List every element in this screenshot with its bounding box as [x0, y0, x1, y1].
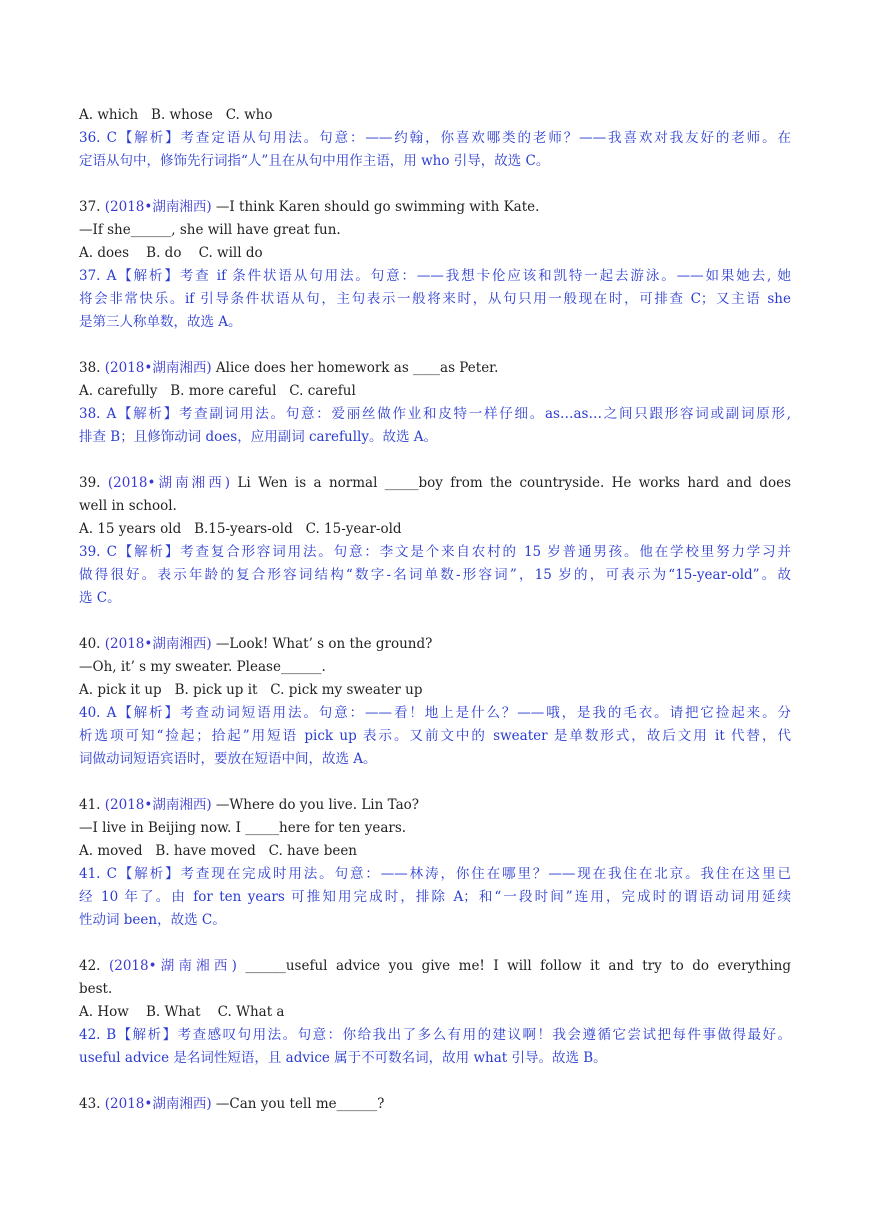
question-source: (2018•湖南湘西): [108, 958, 237, 974]
document-page: [79, 104, 791, 1116]
text-line: A. 15 years old B.15-years-old C. 15-year-old: [79, 521, 402, 537]
text-line: —Oh, it’ s my sweater. Please______.: [79, 659, 326, 675]
text-line: —If she______, she will have great fun.: [79, 222, 341, 238]
answer-explanation-line: 42. B【解析】考查感叹句用法。句意：你给我出了多么有用的建议啊！我会遵循它尝试把每件事做得最好。: [79, 1027, 791, 1043]
answer-explanation-line: 将会非常快乐。if 引导条件状语从句，主句表示一般将来时，从句只用一般现在时，可排查 C；又主语 she: [79, 291, 791, 307]
question-stem: —Where do you live. Lin Tao?: [211, 797, 419, 813]
question-source: (2018•湖南湘西): [104, 636, 212, 652]
question-line: [79, 794, 791, 817]
question-source: (2018•湖南湘西): [104, 360, 212, 376]
question-source: (2018•湖南湘西): [107, 475, 231, 491]
answer-explanation-line: 排查 B；且修饰动词 does，应用副词 carefully。故选 A。: [79, 429, 438, 445]
blank-line: [79, 932, 791, 955]
question-source: (2018•湖南湘西): [104, 1096, 212, 1112]
answer-explanation-line: 性动词 been，故选 C。: [79, 912, 226, 928]
answer-explanation-line: 做得很好。表示年龄的复合形容词结构“数字-名词单数-形容词”，15 岁的，可表示为“15-year-old”。故: [79, 567, 791, 583]
answer-explanation-line: 40. A【解析】考查动词短语用法。句意：——看！地上是什么？——哦，是我的毛衣。请把它捡起来。分: [79, 705, 791, 721]
answer-explanation-line: 41. C【解析】考查现在完成时用法。句意：——林涛，你住在哪里？——现在我住在北京。我住在这里已: [79, 866, 791, 882]
question-number: 43.: [79, 1096, 105, 1112]
text-line: well in school.: [79, 498, 177, 514]
question-line: [79, 633, 791, 656]
question-line: [79, 955, 791, 978]
text-line: best.: [79, 981, 113, 997]
text-line: —I live in Beijing now. I _____here for ten years.: [79, 820, 407, 836]
question-number: 37.: [79, 199, 105, 215]
answer-explanation-line: 定语从句中，修饰先行词指“人”且在从句中用作主语，用 who 引导，故选 C。: [79, 153, 550, 169]
answer-explanation-line: 析选项可知“捡起；拾起”用短语 pick up 表示。又前文中的 sweater 是单数形式，故后文用 it 代替，代: [79, 728, 791, 744]
blank-line: [79, 1070, 791, 1093]
question-line: [79, 472, 791, 495]
question-stem: —Can you tell me______?: [211, 1096, 385, 1112]
blank-line: [79, 771, 791, 794]
question-stem: —I think Karen should go swimming with Kate.: [211, 199, 540, 215]
answer-explanation-line: 选 C。: [79, 590, 121, 606]
question-stem: —Look! What’ s on the ground?: [211, 636, 433, 652]
question-number: 41.: [79, 797, 105, 813]
question-stem: ______useful advice you give me! I will follow it and try to do everything: [236, 958, 791, 974]
text-line: A. moved B. have moved C. have been: [79, 843, 358, 859]
question-source: (2018•湖南湘西): [104, 199, 212, 215]
answer-explanation-line: 经 10 年了。由 for ten years 可推知用完成时，排除 A；和“一段时间”连用，完成时的谓语动词用延续: [79, 889, 791, 905]
answer-explanation-line: 38. A【解析】考查副词用法。句意：爱丽丝做作业和皮特一样仔细。as…as…之间只跟形容词或副词原形,: [79, 406, 791, 422]
text-line: A. carefully B. more careful C. careful: [79, 383, 356, 399]
question-source: (2018•湖南湘西): [104, 797, 212, 813]
blank-line: [79, 610, 791, 633]
blank-line: [79, 334, 791, 357]
answer-explanation-line: useful advice 是名词性短语，且 advice 属于不可数名词，故用 what 引导。故选 B。: [79, 1050, 607, 1066]
question-line: [79, 357, 791, 380]
question-number: 42.: [79, 958, 109, 974]
answer-explanation-line: 词做动词短语宾语时，要放在短语中间，故选 A。: [79, 751, 377, 767]
text-line: A. does B. do C. will do: [79, 245, 263, 261]
question-line: [79, 1093, 791, 1116]
answer-explanation-line: 是第三人称单数，故选 A。: [79, 314, 242, 330]
blank-line: [79, 449, 791, 472]
answer-explanation-line: 36. C【解析】考查定语从句用法。句意：——约翰，你喜欢哪类的老师？——我喜欢对我友好的老师。在: [79, 130, 791, 146]
question-number: 38.: [79, 360, 105, 376]
answer-explanation-line: 37. A【解析】考查 if 条件状语从句用法。句意：——我想卡伦应该和凯特一起去游泳。——如果她去, 她: [79, 268, 791, 284]
text-line: A. How B. What C. What a: [79, 1004, 285, 1020]
text-line: A. pick it up B. pick up it C. pick my sweater up: [79, 682, 423, 698]
blank-line: [79, 173, 791, 196]
question-number: 40.: [79, 636, 105, 652]
question-stem: Li Wen is a normal _____boy from the countryside. He works hard and does: [230, 475, 791, 491]
answer-explanation-line: 39. C【解析】考查复合形容词用法。句意：李文是个来自农村的 15 岁普通男孩。他在学校里努力学习并: [79, 544, 791, 560]
text-line: A. which B. whose C. who: [79, 107, 273, 123]
question-line: [79, 196, 791, 219]
question-number: 39.: [79, 475, 108, 491]
question-stem: Alice does her homework as ____as Peter.: [211, 360, 499, 376]
